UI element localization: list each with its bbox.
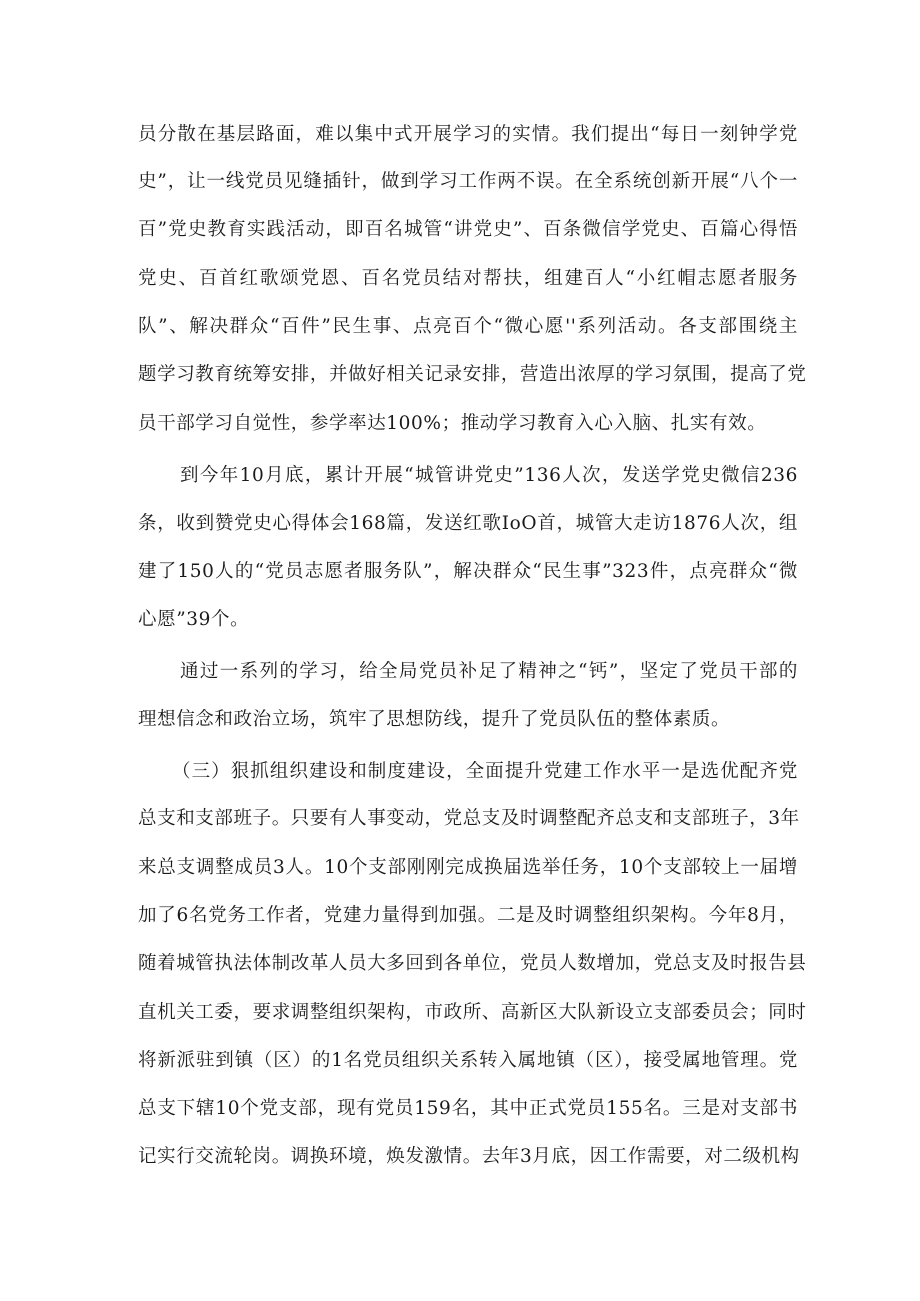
paragraph-4-line-2: 总支和支部班子。只要有人事变动，党总支及时调整配齐总支和支部班子，3年	[138, 808, 800, 829]
paragraph-4-line-5: 随着城管执法体制改革人员大多回到各单位，党员人数增加，党总支及时报告县	[138, 953, 807, 974]
paragraph-1-line-3: 百”党史教育实践活动，即百名城管“讲党史”、百条微信学党史、百篇心得悟	[138, 219, 798, 240]
paragraph-4-line-8: 总支下辖10个党支部，现有党员159名，其中正式党员155名。三是对支部书	[138, 1098, 798, 1119]
paragraph-4-line-6: 直机关工委，要求调整组织架构，市政所、高新区大队新设立支部委员会；同时	[138, 1002, 807, 1023]
paragraph-2-line-4: 心愿”39个。	[138, 609, 250, 630]
paragraph-4-line-7: 将新派驻到镇（区）的1名党员组织关系转入属地镇（区），接受属地管理。党	[138, 1050, 798, 1071]
paragraph-2-line-2: 条，收到赞党史心得体会168篇，发送红歌IoO首，城管大走访1876人次，组	[138, 513, 798, 534]
paragraph-1-line-5: 队”、解决群众“百件”民生事、点亮百个“微心愿''系列活动。各支部围绕主	[138, 316, 798, 337]
paragraph-1-line-7: 员干部学习自觉性，参学率达100%；推动学习教育入心入脑、扎实有效。	[138, 413, 767, 434]
paragraph-4-line-1: （三）狠抓组织建设和制度建设，全面提升党建工作水平一是选优配齐党	[172, 761, 798, 782]
paragraph-1-line-2: 史”，让一线党员见缝插针，做到学习工作两不误。在全系统创新开展“八个一	[138, 171, 798, 192]
paragraph-1-line-4: 党史、百首红歌颂党恩、百名党员结对帮扶，组建百人“小红帽志愿者服务	[138, 268, 798, 289]
paragraph-4-line-9: 记实行交流轮岗。调换环境，焕发激情。去年3月底，因工作需要，对二级机构	[138, 1146, 800, 1167]
paragraph-4-line-3: 来总支调整成员3人。10个支部刚刚完成换届选举任务，10个支部较上一届增	[138, 857, 798, 878]
paragraph-2-line-1: 到今年10月底，累计开展“城管讲党史”136人次，发送学党史微信236	[180, 465, 798, 486]
paragraph-1-line-6: 题学习教育统筹安排，并做好相关记录安排，营造出浓厚的学习氛围，提高了党	[138, 364, 807, 385]
paragraph-3-line-1: 通过一系列的学习，给全局党员补足了精神之“钙”，坚定了党员干部的	[180, 661, 798, 682]
paragraph-3-line-2: 理想信念和政治立场，筑牢了思想防线，提升了党员队伍的整体素质。	[138, 709, 731, 730]
paragraph-1-line-1: 员分散在基层路面，难以集中式开展学习的实情。我们提出“每日一刻钟学党	[138, 124, 798, 145]
paragraph-4-line-4: 加了6名党务工作者，党建力量得到加强。二是及时调整组织架构。今年8月，	[138, 905, 798, 926]
paragraph-2-line-3: 建了150人的“党员志愿者服务队”，解决群众“民生事”323件，点亮群众“微	[138, 561, 798, 582]
